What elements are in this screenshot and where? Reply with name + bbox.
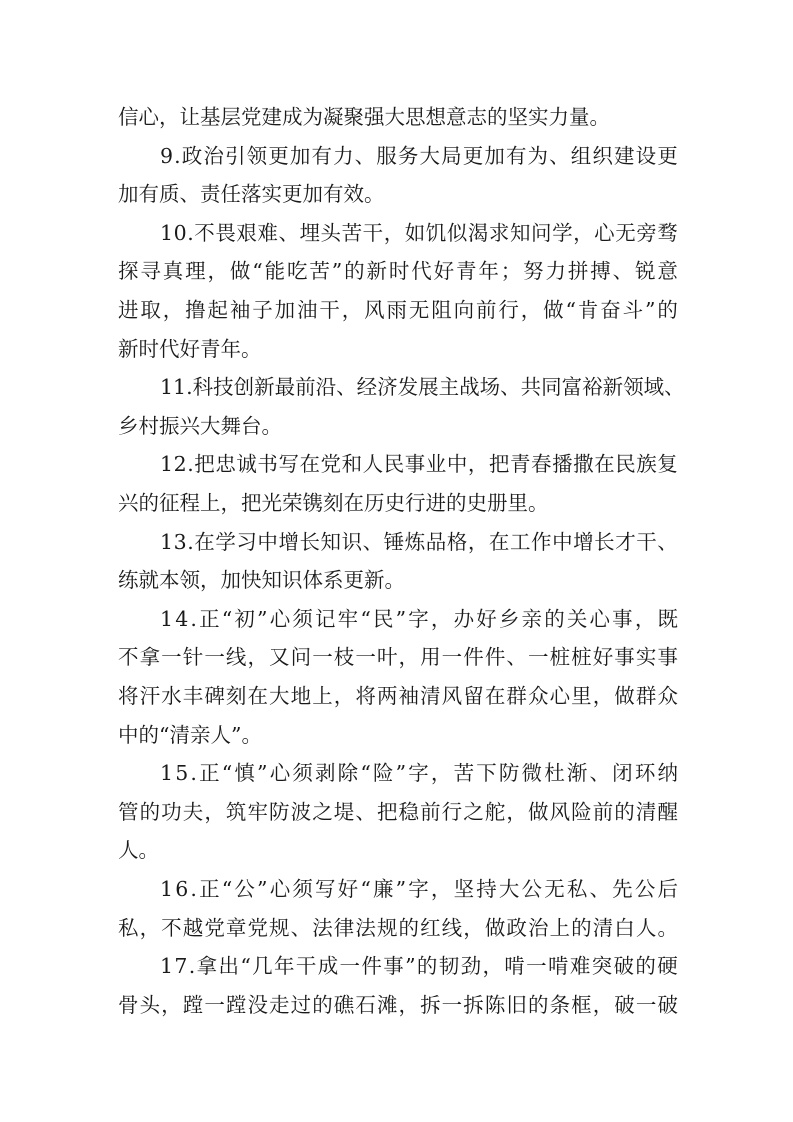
text-line: 不 拿 一 针 一 线 ， 又 问 一 枝 一 叶 ， 用 一 件 件 、 一 桩 桩 好 事 实 事 [118, 645, 678, 670]
text-line: 兴的征程上，把光荣镌刻在历史行进的史册里。 [118, 491, 549, 515]
text-line: 进 取 ， 撸 起 袖 子 加 油 干 ， 风 雨 无 阻 向 前 行 ， 做 “ 肯 奋 斗 ” 的 [118, 298, 678, 322]
text-line: 1 2 . 把 忠 诚 书 写 在 党 和 人 民 事 业 中 ， 把 青 春 播 撒 在 民 族 复 [160, 452, 678, 477]
text-line: 加有质、责任落实更加有效。 [118, 182, 385, 207]
text-line: 1 3 . 在 学 习 中 增 长 知 识 、 锤 炼 品 格 ， 在 工 作 中 增 长 才 干 、 [160, 529, 678, 554]
text-line: 探 寻 真 理 ， 做 “ 能 吃 苦 ” 的 新 时 代 好 青 年 ； 努 力 拼 搏 、 锐 意 [118, 259, 678, 284]
text-line: 1 0 . 不 畏 艰 难 、 埋 头 苦 干 ， 如 饥 似 渴 求 知 问 学 ， 心 无 旁 骛 [160, 220, 678, 245]
text-line: 1 5 . 正 “ 慎 ” 心 须 剥 除 “ 险 ” 字 ， 苦 下 防 微 杜 渐 、 闭 环 纳 [160, 761, 678, 786]
text-line: 信心，让基层党建成为凝聚强大思想意志的坚实力量。 [118, 105, 610, 129]
text-line: 练就本领，加快知识体系更新。 [118, 568, 405, 593]
text-line: 1 7 . 拿 出 “ 几 年 干 成 一 件 事 ” 的 韧 劲 ， 啃 一 啃 难 突 破 的 硬 [160, 954, 678, 979]
text-line: 9 . 政 治 引 领 更 加 有 力 、 服 务 大 局 更 加 有 为 、 组 织 建 设 更 [160, 143, 678, 168]
text-line: 将 汗 水 丰 碑 刻 在 大 地 上 ， 将 两 袖 清 风 留 在 群 众 心 里 ， 做 群 众 [118, 684, 678, 708]
text-line: 人。 [118, 838, 159, 863]
text-line: 1 4 . 正 “ 初 ” 心 须 记 牢 “ 民 ” 字 ， 办 好 乡 亲 的 关 心 事 ， 既 [160, 606, 678, 631]
text-line: 骨 头 ， 蹚 一 蹚 没 走 过 的 礁 石 滩 ， 拆 一 拆 陈 旧 的 条 框 ， 破 一 破 [118, 992, 678, 1017]
text-line: 乡村振兴大舞台。 [118, 413, 282, 438]
text-line: 1 6 . 正 “ 公 ” 心 须 写 好 “ 廉 ” 字 ， 坚 持 大 公 无 私 、 先 公 后 [160, 877, 678, 901]
text-line: 1 1 . 科 技 创 新 最 前 沿 、 经 济 发 展 主 战 场 、 共 同 富 裕 新 领 域 、 [160, 375, 685, 400]
text-line: 私 ， 不 越 党 章 党 规 、 法 律 法 规 的 红 线 ， 做 政 治 上 的 清 白 人 。 [118, 915, 678, 940]
text-line: 中的“清亲人”。 [118, 722, 262, 747]
text-line: 管 的 功 夫 ， 筑 牢 防 波 之 堤 、 把 稳 前 行 之 舵 ， 做 风 险 前 的 清 醒 [118, 799, 678, 824]
text-line: 新时代好青年。 [118, 336, 262, 361]
